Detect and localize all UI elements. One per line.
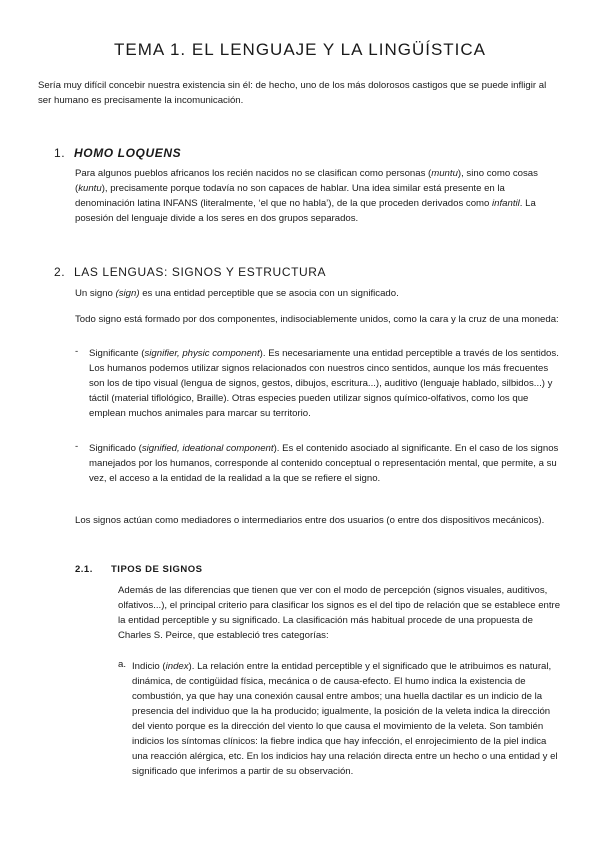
subsection-2-1-heading (75, 564, 202, 575)
section-1-paragraph: Para algunos pueblos africanos los recién nacidos no se clasifican como personas (muntu), sino como cosas (kuntu), precisamente porque todavía no son capaces de hablar. Una idea similar está presente en la denominación latina INFANS (literalmente, ‘el que no habla’), de la que proceden derivados como infantil. La posesión del lenguaje divide a los seres en dos grupos separados. (75, 168, 538, 224)
components-intro: Todo signo está formado por dos componentes, indisociablemente unidos, como la cara y la cruz de una moneda: (75, 314, 559, 325)
section-number: 2. (54, 265, 66, 279)
intro-paragraph: Sería muy difícil concebir nuestra existencia sin él: de hecho, uno de los más dolorosos castigos que se puede infligir al ser humano es precisamente la incomunicación. (38, 80, 547, 106)
bullet-marker: - (75, 346, 79, 357)
list-marker-a: a. (118, 659, 127, 670)
section-number: 1. (54, 146, 66, 160)
list-item-indicio: Indicio (index). La relación entre la entidad perceptible y el significado que le atribuimos es natural, dinámica, de contigüidad física, mecánica o de causa-efecto. El humo indica la existencia de combustión, ya que hay una conexión causal entre ambos; una huella dactilar es un indicio de la presencia del individuo que la ha producido; igualmente, la posición de la veleta indica la dirección del viento porque es la dirección del viento lo que causa el movimiento de la veleta. Son también indicios los síntomas clínicos: la fiebre indica que hay infección, el enrojecimiento de la piel indica una reacción alérgica, etc. En los indicios hay una relación directa entre un hecho o una entidad y el significado que inferimos a partir de su observación. (132, 661, 558, 777)
section-title: HOMO LOQUENS (74, 146, 182, 160)
section-1-heading (54, 146, 181, 160)
subsection-title: TIPOS DE SIGNOS (111, 564, 203, 575)
mediators-paragraph: Los signos actúan como mediadores o intermediarios entre dos usuarios (o entre dos dispositivos mecánicos). (75, 515, 545, 526)
bullet-significante: Significante (signifier, physic component). Es necesariamente una entidad perceptible a través de los sentidos. Los humanos podemos utilizar signos relacionados con nuestros cinco sentidos, aunque los más frecuentes son los de tipo visual (lengua de signos, gestos, dibujos, escritura...), auditivo (lenguaje hablado, silbidos...) y táctil (material tiflológico, Braille). Otras especies pueden utilizar signos químico-olfativos, como los que emplean muchos animales para marcar su territorio. (89, 348, 559, 419)
bullet-marker: - (75, 441, 79, 452)
section-title: LAS LENGUAS: SIGNOS Y ESTRUCTURA (74, 265, 327, 279)
page-title: TEMA 1. EL LENGUAJE Y LA LINGÜÍSTICA (113, 40, 487, 59)
subsection-number: 2.1. (75, 564, 93, 575)
subsection-2-1-paragraph: Además de las diferencias que tienen que ver con el modo de percepción (signos visuales, auditivos, olfativos...), el principal criterio para clasificar los signos es el del tipo de relación que se establece entre la entidad perceptible y su significado. La clasificación más habitual procede de una propuesta de Charles S. Peirce, que estableció tres categorías: (118, 585, 561, 641)
sign-definition: Un signo (sign) es una entidad perceptible que se asocia con un significado. (75, 288, 399, 299)
section-2-heading (54, 265, 326, 279)
bullet-significado: Significado (signified, ideational component). Es el contenido asociado al significante. En el caso de los signos manejados por los humanos, corresponde al contenido conceptual o representación mental, que permite, a su vez, el acceso a la entidad de la realidad a la que se refiere el signo. (89, 443, 559, 484)
